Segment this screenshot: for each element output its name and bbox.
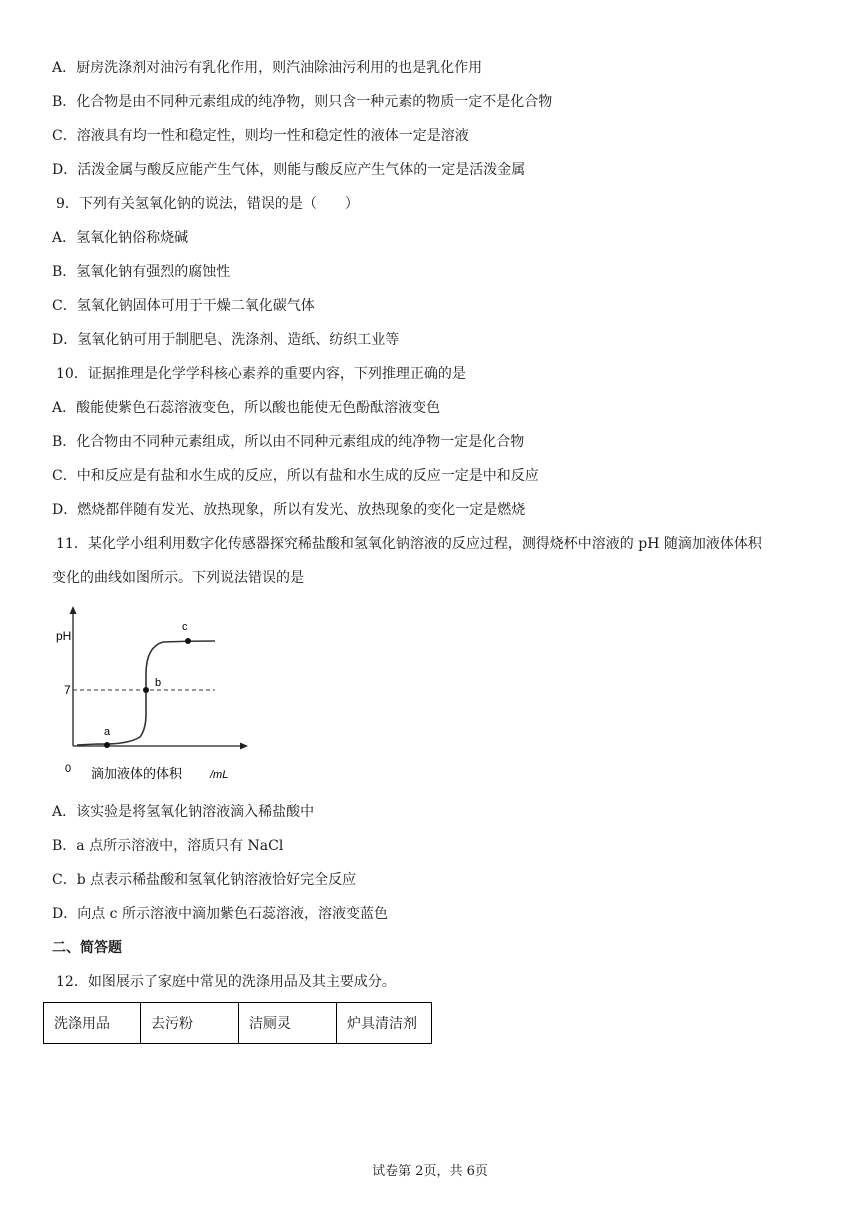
x-axis-unit: /mL: [210, 769, 229, 781]
point-c: [185, 638, 191, 644]
page-footer: 试卷第 2页，共 6页: [372, 1164, 488, 1179]
ph-titration-chart: [52, 604, 252, 784]
q10-option-d: D．燃烧都伴随有发光、放热现象，所以有发光、放热现象的变化一定是燃烧: [52, 502, 526, 518]
q10-option-c: C．中和反应是有盐和水生成的反应，所以有盐和水生成的反应一定是中和反应: [52, 468, 539, 484]
table-cell: 洁厕灵: [239, 1003, 337, 1044]
x-axis-arrow: [240, 743, 248, 750]
q10-option-a: A．酸能使紫色石蕊溶液变色，所以酸也能使无色酚酞溶液变色: [52, 400, 441, 416]
point-b: [143, 687, 149, 693]
y-axis-label: pH: [56, 629, 72, 643]
q8-option-a: A．厨房洗涤剂对油污有乳化作用，则汽油除油污利用的也是乳化作用: [52, 60, 483, 76]
q9-option-c: C．氢氧化钠固体可用于干燥二氧化碳气体: [52, 298, 315, 314]
origin-label: 0: [65, 763, 72, 775]
q8-option-d: D．活泼金属与酸反应能产生气体，则能与酸反应产生气体的一定是活泼金属: [52, 162, 526, 178]
q9-option-d: D．氢氧化钠可用于制肥皂、洗涤剂、造纸、纺织工业等: [52, 332, 400, 348]
point-c-label: c: [182, 621, 188, 633]
point-a: [104, 742, 110, 748]
reference-line-label: 7: [64, 683, 71, 697]
q11-stem-line2: 变化的曲线如图所示。下列说法错误的是: [52, 570, 304, 586]
q9-option-a: A．氢氧化钠俗称烧碱: [52, 230, 189, 246]
q11-option-c: C．b 点表示稀盐酸和氢氧化钠溶液恰好完全反应: [52, 872, 357, 888]
point-b-label: b: [155, 677, 162, 689]
table-cell: 去污粉: [141, 1003, 239, 1044]
q11-option-a: A．该实验是将氢氧化钠溶液滴入稀盐酸中: [52, 804, 315, 820]
q12-stem: 12．如图展示了家庭中常见的洗涤用品及其主要成分。: [56, 974, 396, 990]
table-cell: 炉具清洁剂: [337, 1003, 432, 1044]
q10-stem: 10．证据推理是化学学科核心素养的重要内容，下列推理正确的是: [56, 366, 466, 382]
table-cell: 洗涤用品: [44, 1003, 141, 1044]
q8-option-c: C．溶液具有均一性和稳定性，则均一性和稳定性的液体一定是溶液: [52, 128, 469, 144]
table-row: [44, 1003, 432, 1044]
q11-option-b: B．a 点所示溶液中，溶质只有 NaCl: [52, 838, 284, 854]
q10-option-b: B．化合物由不同种元素组成，所以由不同种元素组成的纯净物一定是化合物: [52, 434, 525, 450]
q9-stem: 9．下列有关氢氧化钠的说法，错误的是（ ）: [56, 196, 359, 212]
q9-option-b: B．氢氧化钠有强烈的腐蚀性: [52, 264, 231, 280]
q8-option-b: B．化合物是由不同种元素组成的纯净物，则只含一种元素的物质一定不是化合物: [52, 94, 553, 110]
x-axis-label: 滴加液体的体积: [91, 766, 183, 781]
point-a-label: a: [104, 726, 111, 738]
q11-option-d: D．向点 c 所示溶液中滴加紫色石蕊溶液，溶液变蓝色: [52, 906, 388, 922]
section-title: 二、简答题: [52, 940, 122, 956]
cleaning-products-table: [43, 1002, 432, 1044]
q11-stem-line1: 11．某化学小组利用数字化传感器探究稀盐酸和氢氧化钠溶液的反应过程，测得烧杯中溶液的 pH 随滴加液体体积: [56, 536, 762, 552]
y-axis-arrow: [70, 606, 77, 614]
